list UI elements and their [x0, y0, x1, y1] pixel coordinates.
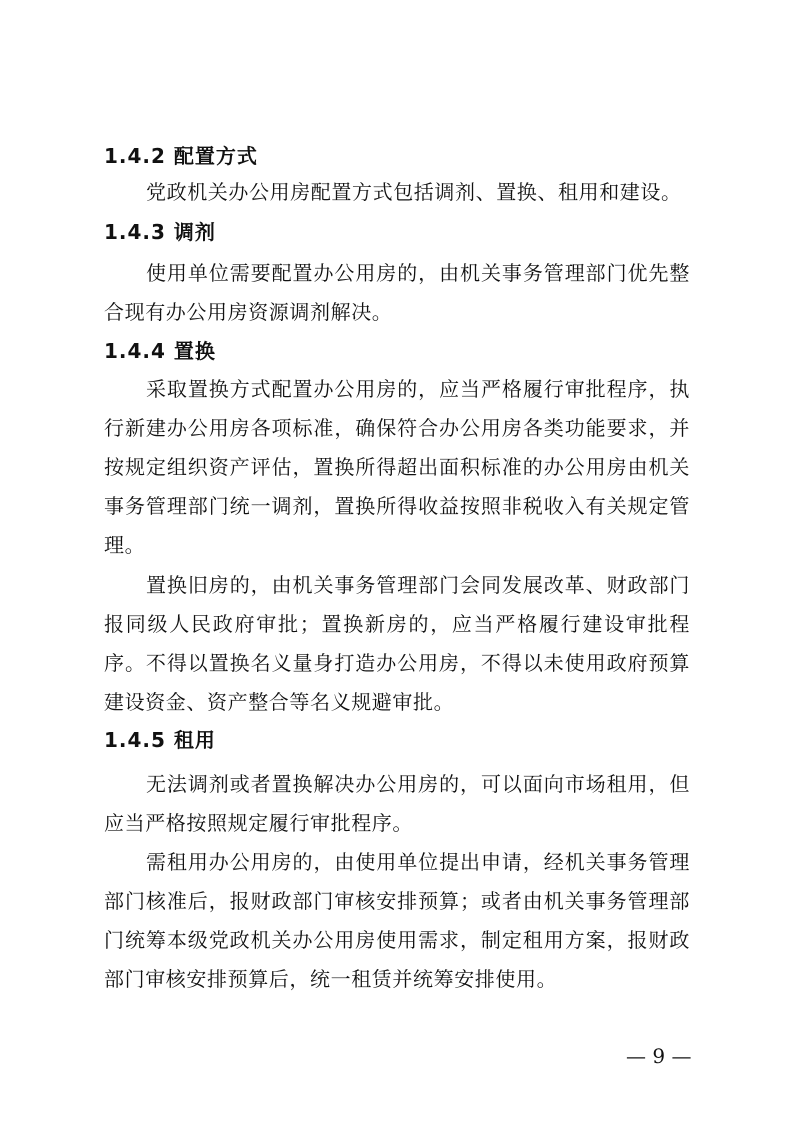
paragraph-replacement-1: 采取置换方式配置办公用房的，应当严格履行审批程序，执行新建办公用房各项标准，确保符合办公用房各类功能要求，并按规定组织资产评估，置换所得超出面积标准的办公用房由机关事务管理部门统一调剂，置换所得收益按照非税收入有关规定管理。: [104, 377, 690, 557]
paragraph-configuration-methods: 党政机关办公用房配置方式包括调剂、置换、租用和建设。: [146, 180, 682, 204]
section-heading-1-4-3: 1.4.3 调剂: [104, 220, 216, 244]
page-number: — 9 —: [626, 1044, 692, 1068]
section-heading-1-4-4: 1.4.4 置换: [104, 339, 216, 363]
paragraph-replacement-2: 置换旧房的，由机关事务管理部门会同发展改革、财政部门报同级人民政府审批；置换新房的，应当严格履行建设审批程序。不得以置换名义量身打造办公用房，不得以未使用政府预算建设资金、资产整合等名义规避审批。: [104, 573, 690, 714]
paragraph-allocation: 使用单位需要配置办公用房的，由机关事务管理部门优先整合现有办公用房资源调剂解决。: [104, 261, 690, 324]
paragraph-rental-2: 需租用办公用房的，由使用单位提出申请，经机关事务管理部门核准后，报财政部门审核安排预算；或者由机关事务管理部门统筹本级党政机关办公用房使用需求，制定租用方案，报财政部门审核安排预算后，统一租赁并统筹安排使用。: [104, 850, 690, 991]
section-heading-1-4-5: 1.4.5 租用: [104, 728, 216, 752]
section-heading-1-4-2: 1.4.2 配置方式: [104, 144, 258, 168]
paragraph-rental-1: 无法调剂或者置换解决办公用房的，可以面向市场租用，但应当严格按照规定履行审批程序。: [104, 772, 690, 835]
